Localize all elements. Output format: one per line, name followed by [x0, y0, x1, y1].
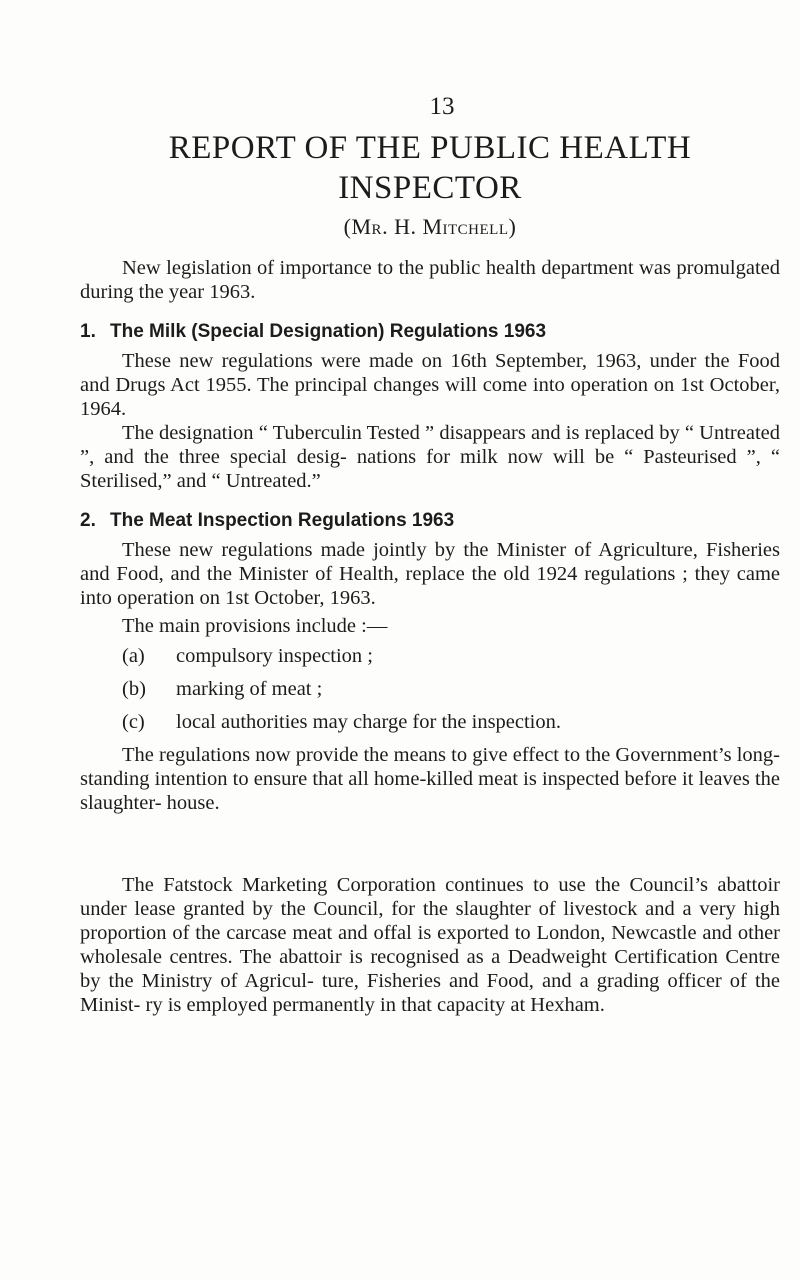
author-line: (Mr. H. Mitchell): [343, 214, 517, 239]
intro-paragraph: New legislation of importance to the public health department was promulgated during the year 1963.: [80, 257, 780, 303]
spacer: [80, 815, 780, 873]
list-item-marker: (c): [122, 711, 145, 733]
section-2-paragraph-2: The main provisions include :—: [122, 615, 388, 637]
section-1-heading: [80, 320, 780, 344]
section-1-number: 1.: [80, 321, 96, 342]
section-1-paragraph-2: The designation “ Tuberculin Tested ” disappears and is replaced by “ Untreated ”, and the three special desig- nations for milk now will be “ Pasteurised ”, “ Sterilised,” and “ Untreated.”: [80, 422, 780, 492]
list-item-marker: (a): [122, 645, 145, 667]
list-item-text: local authorities may charge for the inspection.: [176, 711, 562, 733]
page-number: 13: [429, 93, 455, 120]
list-item-marker: (b): [122, 678, 146, 700]
report-title-line-2: INSPECTOR: [338, 170, 522, 206]
report-title-line-1: REPORT OF THE PUBLIC HEALTH: [168, 130, 692, 166]
section-2-number: 2.: [80, 510, 96, 531]
closing-paragraph: The Fatstock Marketing Corporation continues to use the Council’s abattoir under lease granted by the Council, for the slaughter of livestock and a very high proportion of the carcase meat and offal is exported to London, Newcastle and other wholesale centres. The abattoir is recognised as a Deadweight Certification Centre by the Ministry of Agricul- ture, Fisheries and Food, and a grading officer of the Minist- ry is employed permanently in that capacity at Hexham.: [80, 874, 780, 1016]
list-item: [122, 644, 780, 668]
section-2-title: The Meat Inspection Regulations 1963: [110, 510, 455, 531]
list-item: [122, 677, 780, 701]
section-2-paragraph-3: The regulations now provide the means to give effect to the Government’s long-standing intention to ensure that all home-killed meat is inspected before it leaves the slaughter- house.: [80, 744, 780, 814]
list-item-text: marking of meat ;: [176, 678, 323, 700]
section-2-paragraph-1: These new regulations made jointly by the Minister of Agriculture, Fisheries and Food, and the Minister of Health, replace the old 1924 regulations ; they came into operation on 1st October, 1963.: [80, 539, 780, 609]
list-item: [122, 710, 780, 734]
provisions-list: [80, 644, 780, 734]
section-2-heading: [80, 509, 780, 533]
section-1-paragraph-1: These new regulations were made on 16th September, 1963, under the Food and Drugs Act 1955. The principal changes will come into operation on 1st October, 1964.: [80, 350, 780, 420]
section-1-title: The Milk (Special Designation) Regulations 1963: [110, 321, 547, 342]
list-item-text: compulsory inspection ;: [176, 645, 374, 667]
document-page: [80, 92, 780, 1017]
